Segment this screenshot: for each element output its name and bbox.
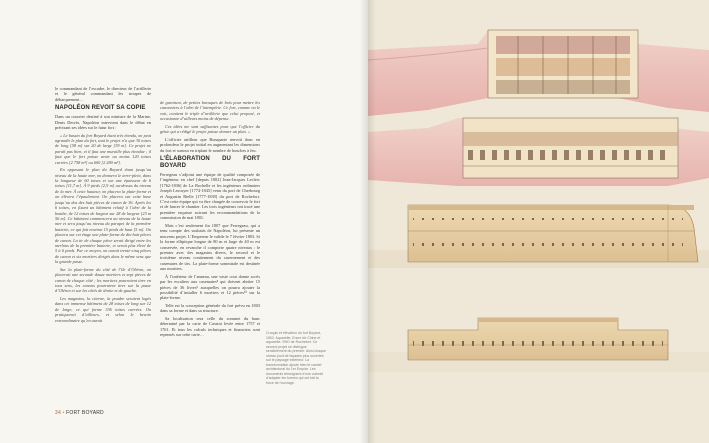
paragraph: Sa localisation sera celle du sommet du banc déterminé par la carte de Cassini levée entre 1757 et 1761. Et tous les calculs techniques et financiers sont repensés sur cette carte…	[160, 315, 260, 338]
elevation-drawing-3	[368, 205, 709, 268]
right-page	[368, 0, 709, 443]
book-gutter-shadow	[360, 0, 376, 443]
paragraph: Dans un courrier destiné à son ministre de la Marine, Denis Decrès, Napoléon intervient dans le débat en précisant ses idées sur le futur fort :	[55, 114, 151, 131]
text-column-2	[160, 100, 260, 340]
quote-paragraph: Les magasins, la citerne, la poudre seraient logés dans cet immense bâtiment de 28 toises de long sur 12 de large, ce qui forme 336 toises carrées. On pratiquerait d’ailleurs, et selon le besoin extraordinaire qu’en aurait	[55, 295, 151, 323]
running-title: FORT BOYARD	[66, 410, 104, 416]
quote-paragraph: de garnison, de petites baraques de bois pour mettre les canonniers à l’abri de l’intempérie. Ce fort, comme on le voit, contient le triple d’artillerie que celui proposé, et occasionne d’ailleurs moins de dépense.	[160, 100, 260, 122]
quote-paragraph: En opposant le plan du Boyard étant jusqu’au niveau de la haute mer, on donnera le terre-plein, dans la longueur de 60 toises et sur une épaisseur de 6 toises [11,7 m]. À 9 pieds [2,9 m] au-dessus du niveau de la mer. À cette hauteur, on placera la plate-forme et on élèvera l’épaulement. On placera sur cette base jusqu’au dos des huit pièces de canon de 36. Après les 6 toises, en fixant un bâtiment relatif à l’abri de la bombe, de 12 toises de largeur sur 28 de largeur [23 m 56 m]. Ce bâtiment commencera au niveau de la haute mer et sera jusqu’au niveau du parapet de la première batterie, ce qui fait environ 15 pieds de haut [5 m]. On placera sur cet étage une plate-forme de dix-huit pièces de canon. La tir de chaque pièce serait dirigé entre les merlons de la première batterie, et serait plus élevé de 5 à 6 pieds. Par ce moyen, on aurait trente-cinq pièces de canon et six mortiers dirigés dans le même sens que la grande passe.	[55, 167, 151, 265]
section-heading-napoleon: NAPOLÉON REVOIT SA COPIE	[55, 105, 146, 112]
paragraph: À l’intérieur de l’anneau, une vaste cour donne accès par les escaliers aux casemates⁸ qui doivent abriter 15 pièces de 36 livres⁹ auxquelles on pourra ajouter la possibilité d’installer 6 mortiers et 12 pièces¹⁰ sur la plate-forme.	[160, 273, 260, 301]
intro-paragraph: le commandant de l’escadre, le directeur de l’artillerie et le général commandant les troupes de débarquement…	[55, 86, 151, 102]
quote-paragraph: Sur la plate-forme du côté de l’île d’Oléron, on placerait une seconde douze mortiers et sept pièces de canon de chaque côté ; les mortiers pourraient tirer en tous sens, les canons pourraient tirer sur la passe d’Oléron et sur les côtés de droite et de gauche.	[55, 266, 151, 294]
figure-caption: Croquis et élévation du fort Boyard, 1802. Aquarelle, Encre de Chine et aquarelle. SHD de Rochefort. Ce second projet se distingue sensiblement du premier. Ainsi chaque niveau jouit de façades plus ouvertes sur le paysage extérieur. La transformation ajoute bien le cachet architectural du 1er Empire. Les documents témoignent d’une volonté d’adapter les formes qui ont fait la force de l’ouvrage.	[266, 331, 326, 385]
page-number: 34	[55, 410, 61, 416]
paragraph: L’officier artilleur que Bonaparte renvoit donc en profondeur le projet initial en augmentant les dimensions du fort et surtout en triplant le nombre de bouches à feu.	[160, 136, 260, 153]
footer-separator: •	[62, 410, 65, 416]
page-footer	[55, 410, 104, 416]
paragraph: Ferregeau s’adjoint une équipe de qualité composée de l’ingénieur en chef [depuis 1802] Jean-Jacques Leclerc [1762-1836] de La Rochelle et les ingénieurs ordinaires Joseph Lescuyer [1774-1845] venu du port de Cherbourg et Augustin Bielle [1777-1839] du port de Rochefort. C’est cette équipe qui va être chargée de concevoir le fort et de lancer le chantier. Les trois ingénieurs ont tracé une première esquisse suivant les recommandations de la commission de mai 1801.	[160, 172, 260, 221]
quote-paragraph: « Le bassin du fort Boyard étant très étendu, on peut agrandir le plan du fort, tant le projet n’a que 30 toises de long [58 m] sur 20 de large [39 m]. Ce projet ne paraît pas bien, et il faut une muraille plus étendue ; il faut que le fort puisse avoir au moins 120 toises carrées [2 758 m²] ou 600 [2 280 m²].	[55, 132, 151, 165]
section-drawing-2	[368, 118, 709, 186]
text-column-1	[55, 86, 151, 325]
elevation-drawing-4	[368, 318, 709, 372]
architectural-plate-fort-elevations	[368, 0, 709, 443]
section-drawing-1	[368, 30, 709, 116]
paragraph: Telle est la conception générale du fort prévu en 1803 dans sa forme et dans sa structure.	[160, 302, 260, 314]
section-heading-elaboration: L’ÉLABORATION DU FORT BOYARD	[160, 156, 260, 170]
paragraph: Mais c’est seulement fin 1807 que Ferregeau, qui a tenu compte des souhaits de Napoléon, lui présente un nouveau projet. L’Empereur le valide le 7 février 1803. Si la forme elliptique longue de 80 m et large de 40 m est conservée, en revanche il comporte quatre niveaux : le premier avec des magasins divers, le second et le troisième niveau contiennent du casernement et des casemates de tirs. La plate-forme sommitale est destinée aux mortiers.	[160, 222, 260, 272]
quote-paragraph: Ces idées me sont suffisantes pour que l’officier du génie qui a rédigé le projet puisse donner un plan. »	[160, 123, 260, 135]
